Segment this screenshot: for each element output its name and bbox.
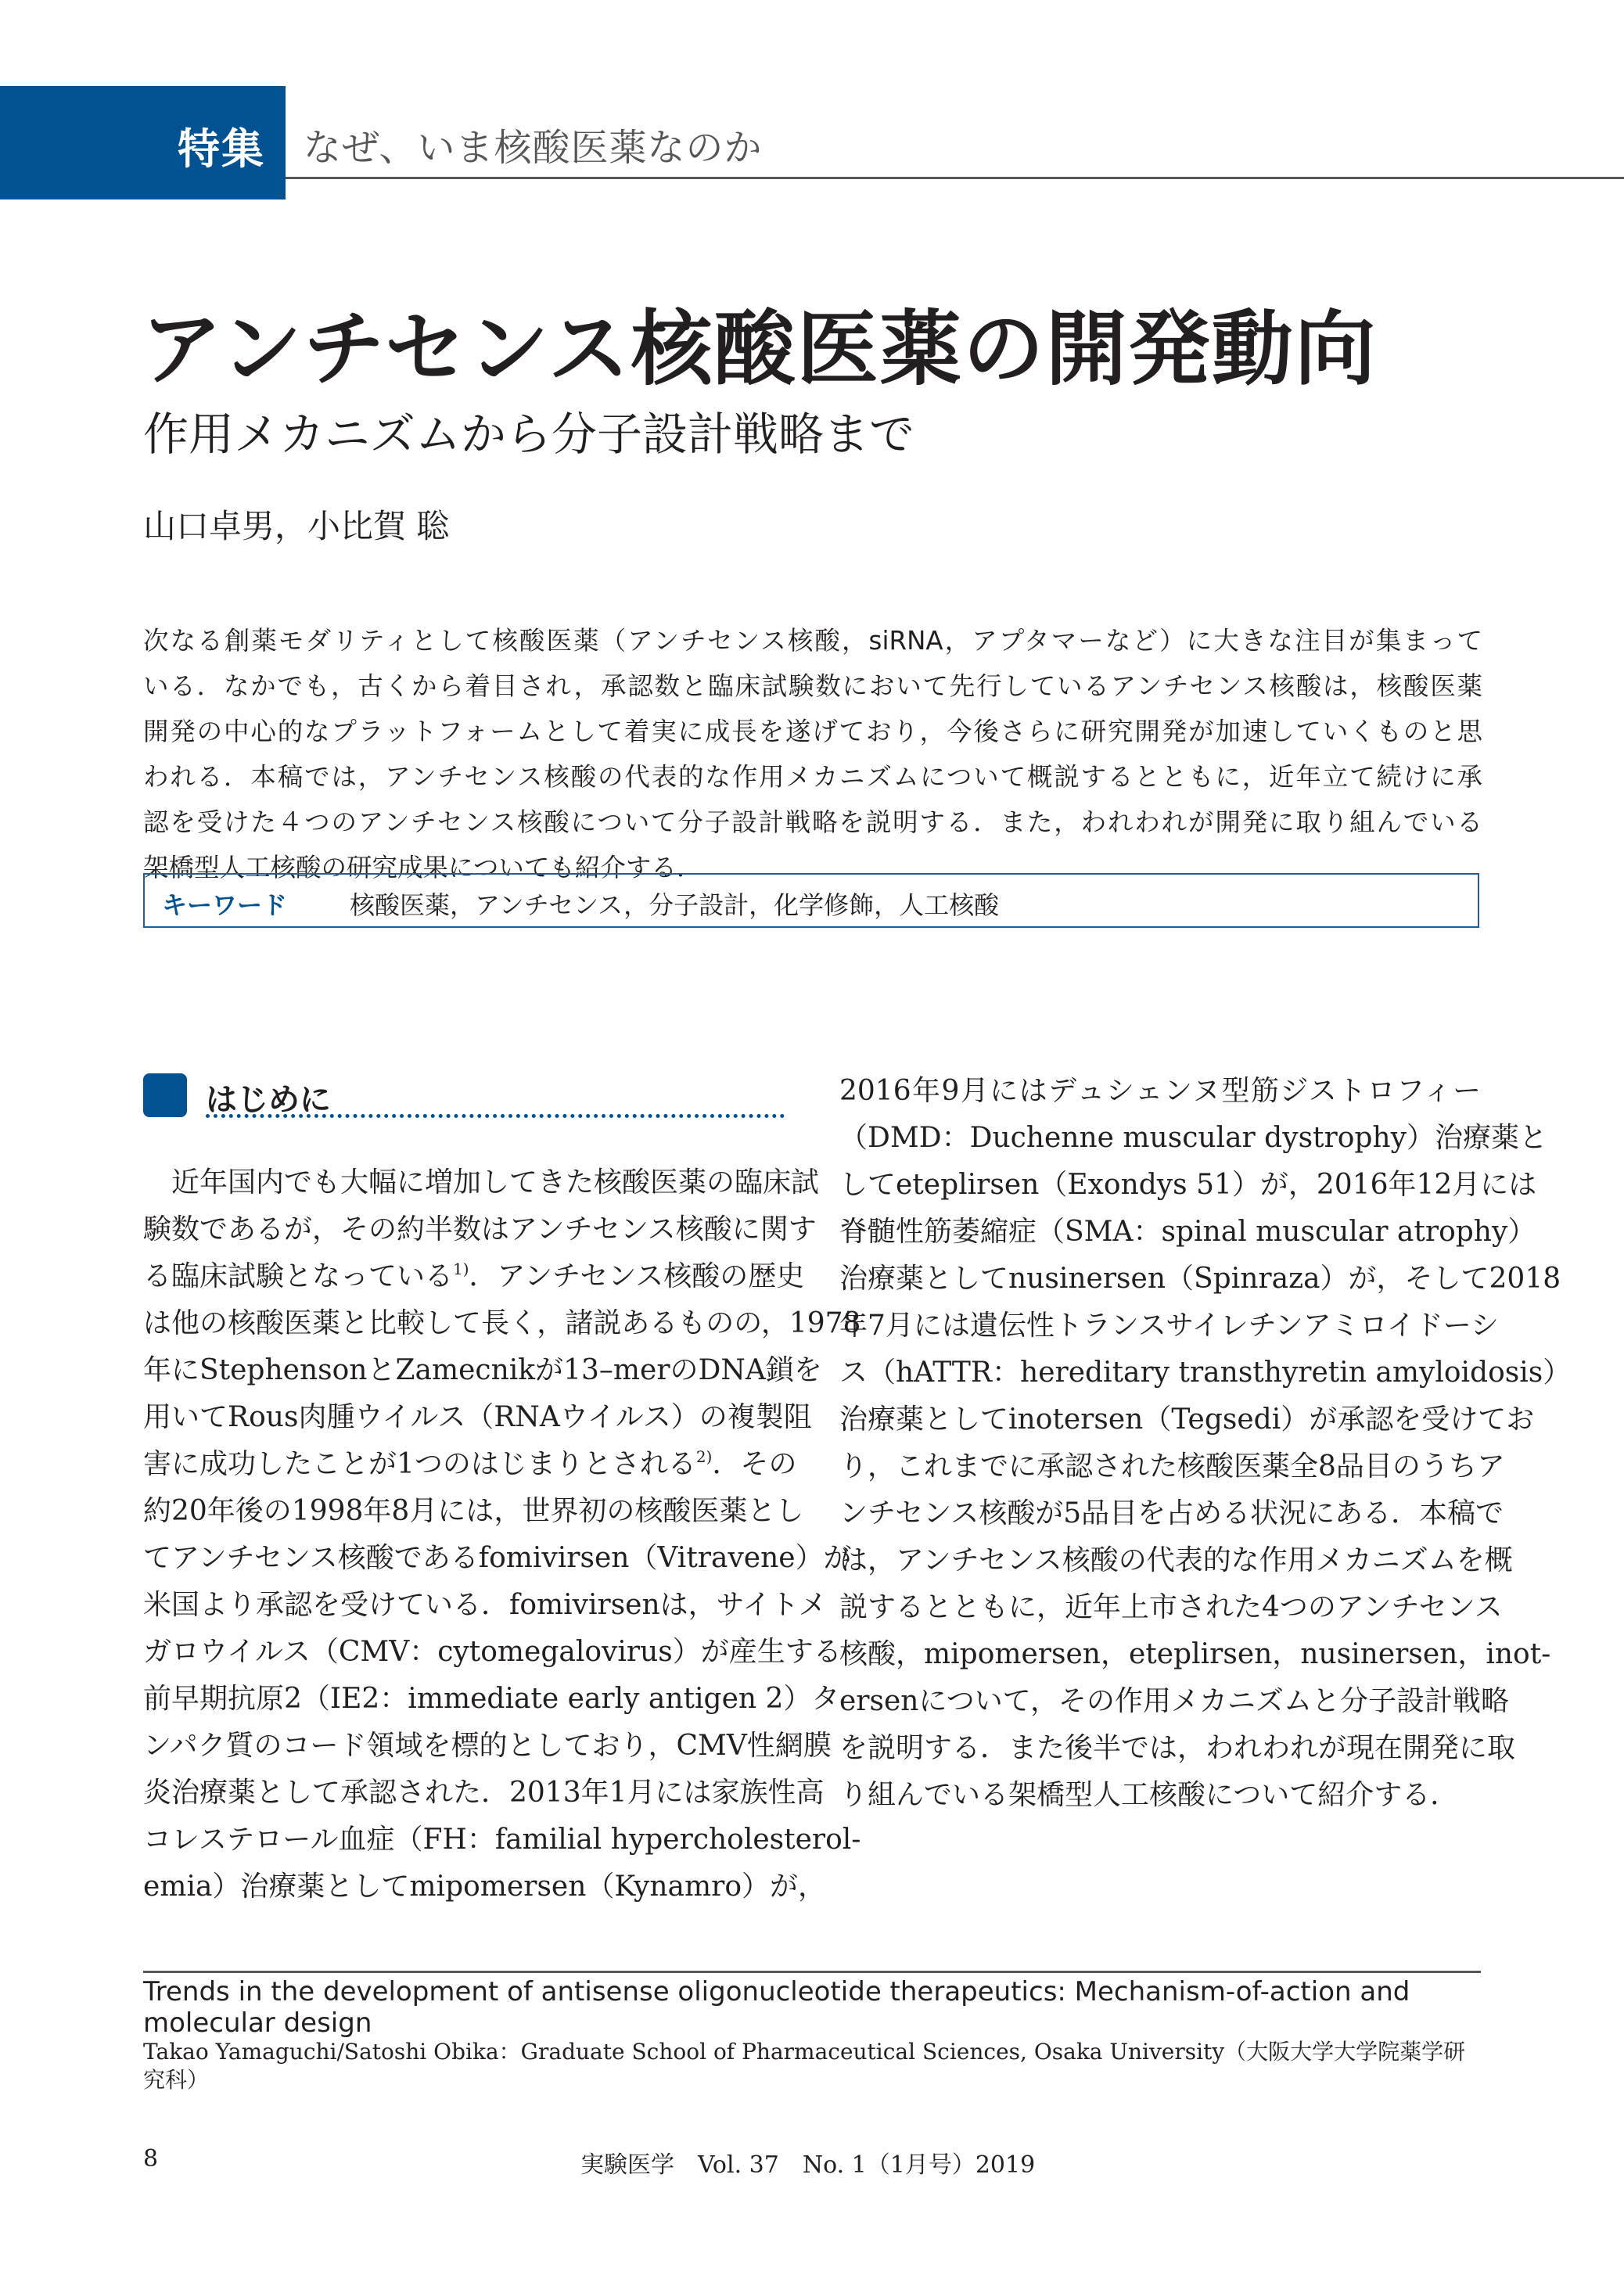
body-line: 説するとともに，近年上市された4つのアンチセンス bbox=[839, 1591, 1503, 1623]
body-line: 核酸，mipomersen，eteplirsen，nusinersen，inot- bbox=[839, 1638, 1551, 1670]
body-line: ンチセンス核酸が5品目を占める状況にある．本稿で bbox=[839, 1497, 1504, 1529]
author-affiliation: Takao Yamaguchi/Satoshi Obika：Graduate School of Pharmaceutical Sciences, Osaka University（大阪大学大学院薬学研究科） bbox=[143, 2039, 1466, 2093]
footer-rule bbox=[143, 1971, 1481, 1973]
section-title: はじめに bbox=[206, 1082, 331, 1118]
body-line: ンパク質のコード領域を標的としており，CMV性網膜 bbox=[143, 1730, 832, 1762]
abstract bbox=[143, 618, 1482, 890]
body-line: コレステロール血症（FH：familial hypercholesterol- bbox=[143, 1824, 861, 1856]
body-line: ersenについて，その作用メカニズムと分子設計戦略 bbox=[839, 1685, 1510, 1717]
section-marker-icon bbox=[143, 1073, 187, 1117]
section-heading bbox=[143, 1073, 785, 1120]
body-line: 2016年9月にはデュシェンヌ型筋ジストロフィー bbox=[839, 1075, 1481, 1107]
body-line: 近年国内でも大幅に増加してきた核酸医薬の臨床試 bbox=[171, 1166, 820, 1199]
body-line: 米国より承認を受けている．fomivirsenは，サイトメ bbox=[143, 1589, 827, 1621]
page-number: 8 bbox=[143, 2145, 159, 2173]
body-line: 約20年後の1998年8月には，世界初の核酸医薬とし bbox=[143, 1495, 804, 1527]
keyword-box bbox=[143, 873, 1479, 928]
body-line: 前早期抗原2（IE2：immediate early antigen 2）タ bbox=[143, 1683, 840, 1715]
article-subtitle: 作用メカニズムから分子設計戦略まで bbox=[143, 408, 915, 461]
feature-banner bbox=[0, 86, 286, 199]
body-line: を説明する．また後半では，われわれが現在開発に取 bbox=[839, 1732, 1516, 1764]
article-title: アンチセンス核酸医薬の開発動向 bbox=[141, 301, 1378, 397]
body-line: てアンチセンス核酸であるfomivirsen（Vitravene）が bbox=[143, 1542, 852, 1574]
body-line: 治療薬としてnusinersen（Spinraza）が，そして2018 bbox=[839, 1263, 1561, 1295]
english-title: Trends in the development of antisense oligonucleotide therapeutics: Mechanism-of-action and molecular design bbox=[143, 1976, 1410, 2039]
abstract-line: 次なる創薬モダリティとして核酸医薬（アンチセンス核酸，siRNA，アプタマーなど）に大きな注目が集まって bbox=[143, 626, 1482, 656]
abstract-line: 開発の中心的なプラットフォームとして着実に成長を遂げており，今後さらに研究開発が加速していくものと思 bbox=[143, 717, 1482, 746]
body-line: 験数であるが，その約半数はアンチセンス核酸に関す bbox=[143, 1213, 817, 1245]
body-line: は，アンチセンス核酸の代表的な作用メカニズムを概 bbox=[839, 1544, 1513, 1576]
body-line: 害に成功したことが1つのはじまりとされる$^{2)}$．その bbox=[143, 1447, 797, 1480]
body-line: 脊髄性筋萎縮症（SMA：spinal muscular atrophy） bbox=[839, 1216, 1536, 1248]
article-authors: 山口卓男，小比賀 聡 bbox=[143, 507, 450, 545]
journal-info: 実験医学 Vol. 37 No. 1（1月号）2019 bbox=[580, 2151, 1036, 2179]
body-line: ガロウイルス（CMV：cytomegalovirus）が産生する bbox=[143, 1636, 842, 1668]
header-rule bbox=[286, 177, 1624, 179]
abstract-line: われる．本稿では，アンチセンス核酸の代表的な作用メカニズムについて概説するとともに，近年立て続けに承 bbox=[143, 762, 1482, 792]
body-line: してeteplirsen（Exondys 51）が，2016年12月には bbox=[839, 1169, 1537, 1201]
section-dotted-rule bbox=[206, 1114, 785, 1118]
series-title: なぜ、いま核酸医薬なのか bbox=[304, 126, 763, 170]
body-line: ス（hATTR：hereditary transthyretin amyloidosis） bbox=[839, 1357, 1572, 1389]
body-line: 炎治療薬として承認された．2013年1月には家族性高 bbox=[143, 1777, 825, 1809]
body-line: （DMD：Duchenne muscular dystrophy）治療薬と bbox=[839, 1122, 1547, 1154]
body-line: る臨床試験となっている$^{1)}$．アンチセンス核酸の歴史 bbox=[143, 1260, 805, 1292]
keyword-list: 核酸医薬，アンチセンス，分子設計，化学修飾，人工核酸 bbox=[350, 890, 1000, 920]
body-line: emia）治療薬としてmipomersen（Kynamro）が， bbox=[143, 1871, 827, 1903]
feature-label: 特集 bbox=[178, 124, 265, 174]
citation-ref[interactable]: 2) bbox=[695, 1447, 713, 1466]
body-line: は他の核酸医薬と比較して長く，諸説あるものの，1978 bbox=[143, 1307, 861, 1339]
body-line: 年にStephensonとZamecnikが13–merのDNA鎖を bbox=[143, 1354, 822, 1386]
abstract-line: いる．なかでも，古くから着目され，承認数と臨床試験数において先行しているアンチセンス核酸は，核酸医薬 bbox=[143, 671, 1482, 701]
abstract-line: 架橋型人工核酸の研究成果についても紹介する． bbox=[143, 853, 702, 882]
body-line: 治療薬としてinotersen（Tegsedi）が承認を受けてお bbox=[839, 1403, 1535, 1436]
body-column-left bbox=[143, 1159, 861, 1910]
body-column-right bbox=[839, 1068, 1572, 1819]
keyword-label: キーワード bbox=[162, 890, 288, 920]
abstract-line: 認を受けた４つのアンチセンス核酸について分子設計戦略を説明する．また，われわれが開発に取り組んでいる bbox=[143, 807, 1482, 837]
body-line: り組んでいる架橋型人工核酸について紹介する． bbox=[839, 1779, 1459, 1811]
citation-ref[interactable]: 1) bbox=[453, 1260, 469, 1278]
body-line: 年7月には遺伝性トランスサイレチンアミロイドーシ bbox=[839, 1310, 1499, 1342]
body-line: 用いてRous肉腫ウイルス（RNAウイルス）の複製阻 bbox=[143, 1401, 812, 1433]
body-line: り，これまでに承認された核酸医薬全8品目のうちア bbox=[839, 1450, 1505, 1483]
